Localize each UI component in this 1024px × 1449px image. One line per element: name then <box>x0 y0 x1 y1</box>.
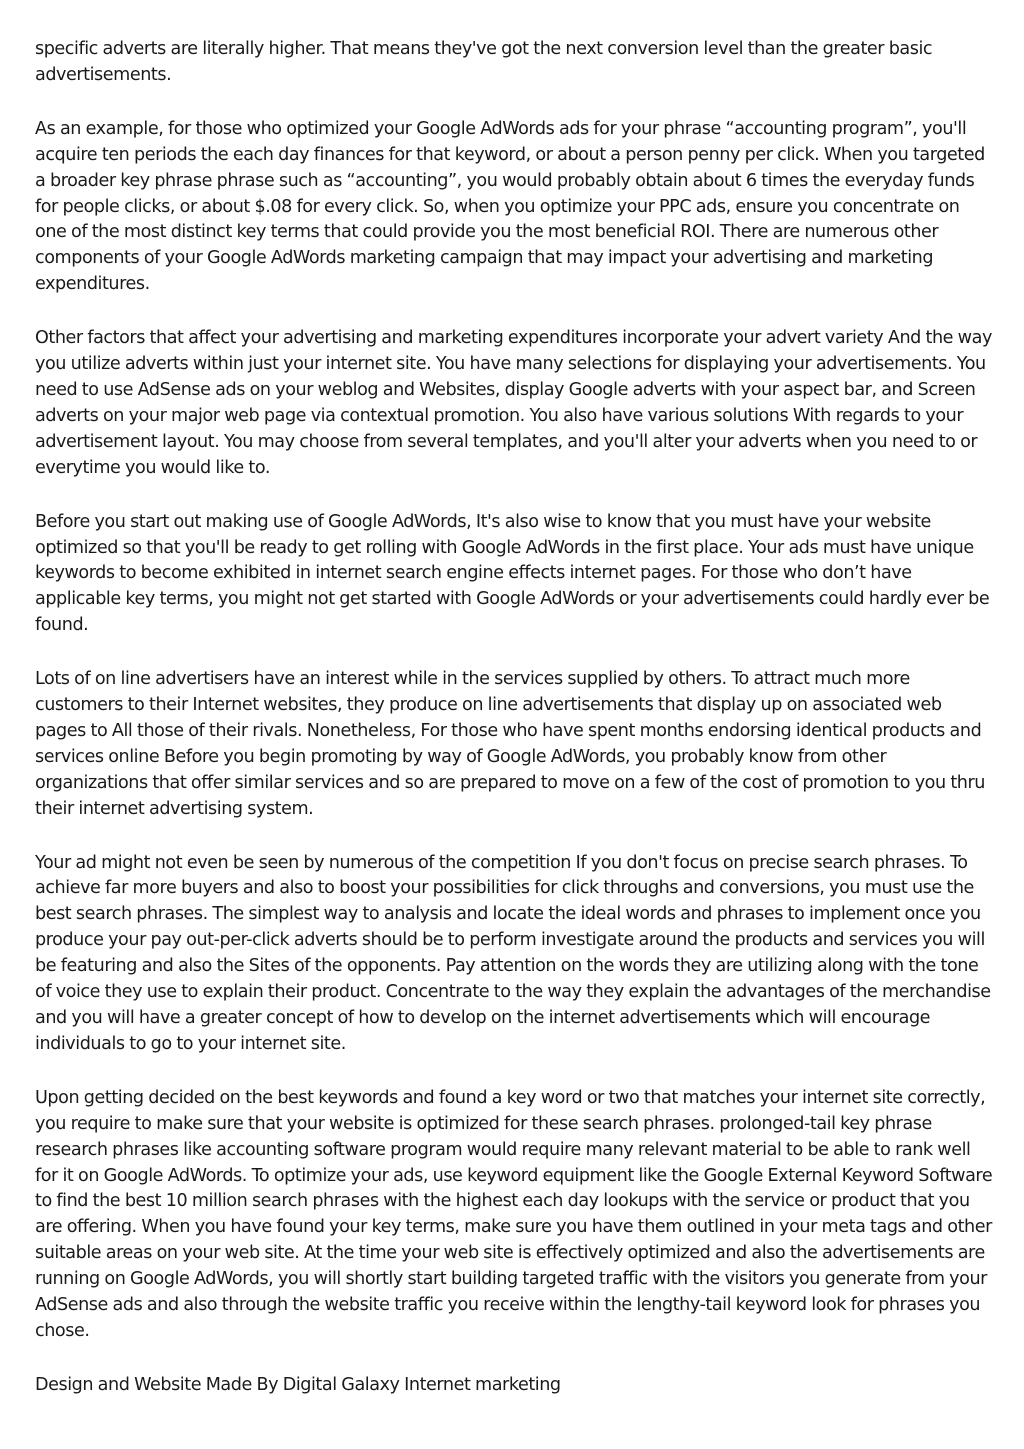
footer-credit: Design and Website Made By Digital Galaxy Internet marketing <box>35 1374 561 1395</box>
paragraph-1: specific adverts are literally higher. That means they've got the next conversion level than the greater basic advertisements. <box>35 39 933 85</box>
paragraph-6: Your ad might not even be seen by numerous of the competition If you don't focus on precise search phrases. To achieve far more buyers and also to boost your possibilities for click throughs and conversions, you must use the best search phrases. The simplest way to analysis and locate the ideal words and phrases to implement once you produce your pay out-per-click adverts should be to perform investigate around the products and services you will be featuring and also the Sites of the opponents. Pay attention on the words they are utilizing along with the tone of voice they use to explain their product. Concentrate to the way they explain the advantages of the merchandise and you will have a greater concept of how to develop on the internet advertisements which will encourage individuals to go to your internet site. <box>35 852 991 1054</box>
paragraph-4: Before you start out making use of Google AdWords, It's also wise to know that you must have your website optimized so that you'll be ready to get rolling with Google AdWords in the first place. Your ads must have unique keywords to become exhibited in internet search engine effects internet pages. For those who don’t have applicable key terms, you might not get started with Google AdWords or your advertisements could hardly ever be found. <box>35 511 990 636</box>
paragraph-3: Other factors that affect your advertising and marketing expenditures incorporate your advert variety And the way you utilize adverts within just your internet site. You have many selections for displaying your advertisements. You need to use AdSense ads on your weblog and Websites, display Google adverts with your aspect bar, and Screen adverts on your major web page via contextual promotion. You also have various solutions With regards to your advertisement layout. You may choose from several templates, and you'll alter your adverts when you need to or everytime you would like to. <box>35 328 992 478</box>
paragraph-5: Lots of on line advertisers have an interest while in the services supplied by others. To attract much more customers to their Internet websites, they produce on line advertisements that display up on associated web pages to All those of their rivals. Nonetheless, For those who have spent months endorsing identical products and services online Before you begin promoting by way of Google AdWords, you probably know from other organizations that offer similar services and so are prepared to move on a few of the cost of promotion to you thru their internet advertising system. <box>35 669 985 819</box>
paragraph-7: Upon getting decided on the best keywords and found a key word or two that matches your internet site correctly, you require to make sure that your website is optimized for these search phrases. prolonged-tail key phrase research phrases like accounting software program would require many relevant material to be able to rank well for it on Google AdWords. To optimize your ads, use keyword equipment like the Google External Keyword Software to find the best 10 million search phrases with the highest each day lookups with the service or product that you are offering. When you have found your key terms, make sure you have them outlined in your meta tags and other suitable areas on your web site. At the time your web site is effectively optimized and also the advertisements are running on Google AdWords, you will shortly start building targeted traffic with the visitors you generate from your AdSense ads and also through the website traffic you receive within the lengthy-tail keyword look for phrases you chose. <box>35 1087 993 1341</box>
document-page <box>35 37 993 1399</box>
paragraph-2: As an example, for those who optimized your Google AdWords ads for your phrase “accounting program”, you'll acquire ten periods the each day finances for that keyword, or about a person penny per click. When you targeted a broader key phrase phrase such as “accounting”, you would probably obtain about 6 times the everyday funds for people clicks, or about $.08 for every click. So, when you optimize your PPC ads, ensure you concentrate on one of the most distinct key terms that could provide you the most beneficial ROI. There are numerous other components of your Google AdWords marketing campaign that may impact your advertising and marketing expenditures. <box>35 118 985 295</box>
